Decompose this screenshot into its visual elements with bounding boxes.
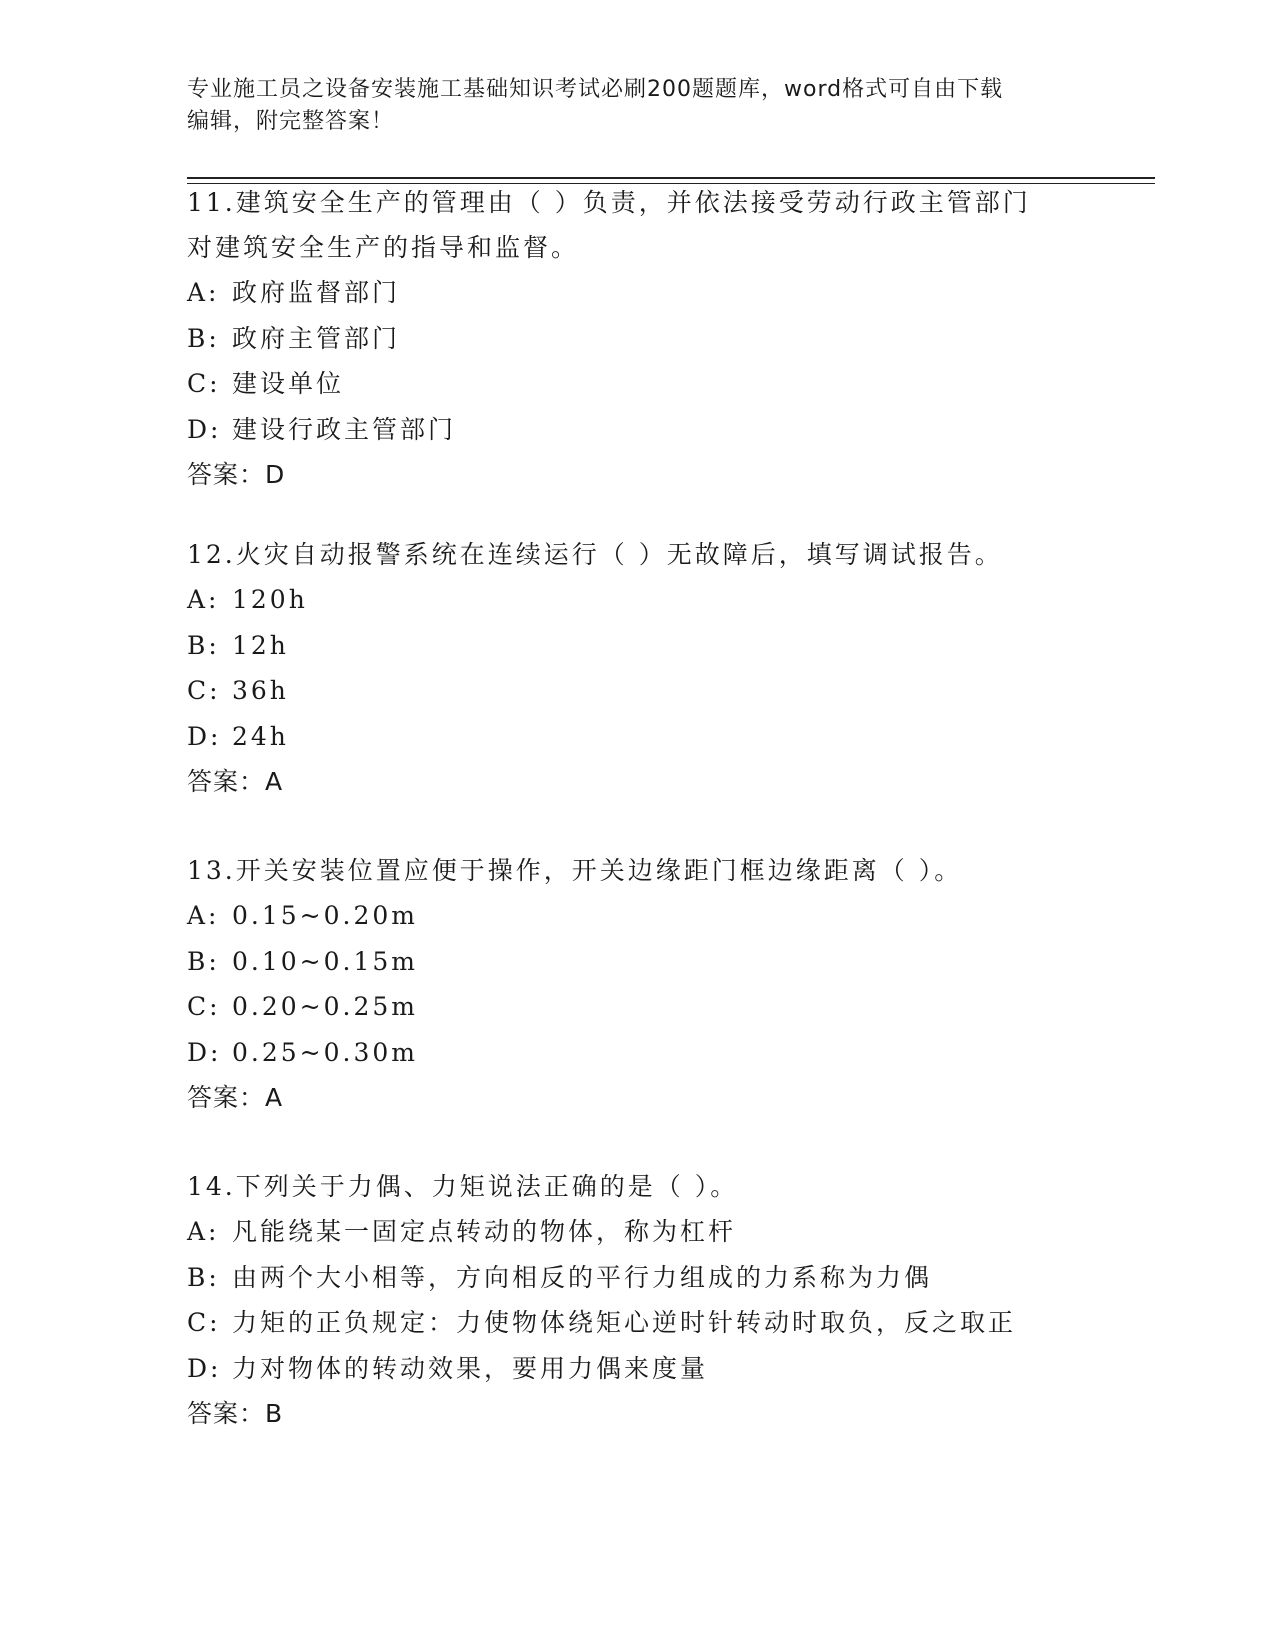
option-text: 36h — [232, 676, 289, 705]
answer-line: 答案：A — [187, 1083, 284, 1112]
header-line-2: 编辑，附完整答案！ — [187, 109, 395, 134]
option-d — [187, 407, 1087, 453]
option-d — [187, 1346, 1087, 1392]
option-b — [187, 1255, 1087, 1301]
header-divider-thick — [187, 177, 1155, 179]
option-c — [187, 1300, 1087, 1346]
question-text-line: 对建筑安全生产的指导和监督。 — [187, 233, 580, 262]
option-text: 建设行政主管部门 — [232, 414, 457, 444]
option-d — [187, 1030, 1087, 1076]
option-b — [187, 939, 1087, 985]
answer-line: 答案：A — [187, 767, 284, 796]
question-text-line: 14.下列关于力偶、力矩说法正确的是（ ）。 — [187, 1172, 739, 1201]
question-number: 13. — [187, 856, 236, 885]
option-d — [187, 714, 1087, 760]
option-text: 政府主管部门 — [232, 323, 401, 353]
option-letter: B: — [187, 630, 220, 660]
option-letter: D: — [187, 721, 222, 751]
document-header — [187, 74, 1067, 138]
option-text: 政府监督部门 — [232, 278, 401, 307]
option-text: 力对物体的转动效果，要用力偶来度量 — [232, 1353, 709, 1383]
option-letter: A: — [187, 278, 220, 307]
option-c — [187, 668, 1087, 714]
question-number: 11. — [187, 188, 236, 217]
option-text: 24h — [232, 721, 289, 751]
option-a — [187, 1209, 1087, 1255]
option-letter: B: — [187, 946, 220, 976]
question-13 — [187, 848, 1087, 1121]
option-text: 力矩的正负规定：力使物体绕矩心逆时针转动时取负，反之取正 — [232, 1308, 1017, 1337]
question-number: 12. — [187, 540, 236, 569]
answer-line: 答案：D — [187, 460, 286, 489]
option-text: 0.25~0.30m — [232, 1037, 418, 1067]
option-letter: D: — [187, 1353, 222, 1383]
option-a — [187, 893, 1087, 939]
question-text-line: 11.建筑安全生产的管理由（ ）负责，并依法接受劳动行政主管部门 — [187, 188, 1031, 217]
header-line-1: 专业施工员之设备安装施工基础知识考试必刷200题题库，word格式可自由下载 — [187, 77, 1004, 102]
option-text: 凡能绕某一固定点转动的物体，称为杠杆 — [232, 1217, 737, 1246]
option-a — [187, 577, 1087, 623]
option-letter: B: — [187, 1262, 220, 1292]
option-a — [187, 270, 1087, 316]
option-c — [187, 361, 1087, 407]
option-letter: A: — [187, 901, 220, 930]
option-letter: C: — [187, 1308, 221, 1337]
option-text: 12h — [232, 630, 289, 660]
option-letter: C: — [187, 676, 221, 705]
option-text: 0.10~0.15m — [232, 946, 418, 976]
question-number: 14. — [187, 1172, 236, 1201]
option-letter: C: — [187, 369, 221, 398]
question-text-line: 12.火灾自动报警系统在连续运行（ ）无故障后，填写调试报告。 — [187, 540, 1003, 569]
question-14 — [187, 1164, 1087, 1437]
option-letter: B: — [187, 323, 220, 353]
option-letter: A: — [187, 1217, 220, 1246]
option-b — [187, 623, 1087, 669]
answer-line: 答案：B — [187, 1399, 284, 1428]
option-text: 0.15~0.20m — [232, 901, 418, 930]
option-letter: D: — [187, 1037, 222, 1067]
option-text: 由两个大小相等，方向相反的平行力组成的力系称为力偶 — [232, 1262, 933, 1292]
option-b — [187, 316, 1087, 362]
option-c — [187, 984, 1087, 1030]
question-12 — [187, 532, 1087, 805]
option-letter: A: — [187, 585, 220, 614]
option-letter: C: — [187, 992, 221, 1021]
option-text: 建设单位 — [232, 369, 345, 398]
option-text: 120h — [232, 585, 308, 614]
option-text: 0.20~0.25m — [232, 992, 418, 1021]
question-text-line: 13.开关安装位置应便于操作，开关边缘距门框边缘距离（ ）。 — [187, 856, 963, 885]
question-11 — [187, 180, 1087, 498]
option-letter: D: — [187, 414, 222, 444]
